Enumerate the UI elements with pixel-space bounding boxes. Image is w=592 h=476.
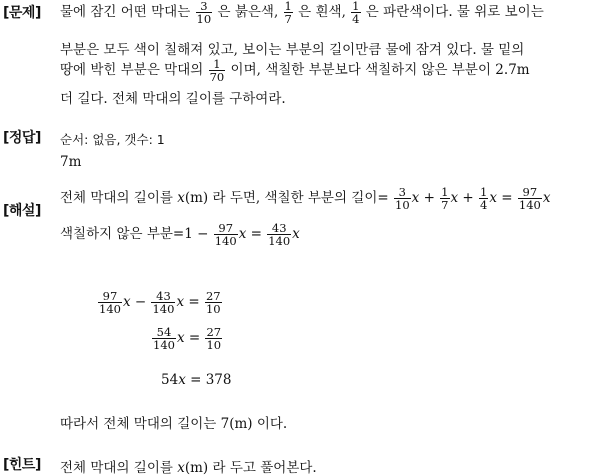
answer-line-2: 7m [60,154,82,170]
problem-line-1 [60,0,544,25]
operator: = [188,294,200,311]
fraction [214,222,238,247]
fraction [209,58,226,83]
solution-text: 라 두면, 색칠한 부분의 길이= [212,190,389,207]
fraction [98,290,122,315]
operator: = [250,226,262,243]
numerator: 3 [200,0,208,13]
denominator: 140 [99,302,121,317]
fraction [267,222,291,247]
equation-3 [161,372,232,388]
denominator: 10 [395,198,410,213]
numerator: 1 [441,185,449,199]
denominator: 4 [480,198,488,213]
numerator: 1 [213,57,221,71]
denominator: 140 [153,338,175,353]
numerator: 97 [218,221,234,235]
problem-line-3 [60,58,530,83]
problem-text: 땅에 박힌 부분은 막대의 [60,62,204,79]
solution-text: 전체 막대의 길이를 [60,190,173,207]
variable-x: x [177,460,185,476]
variable-x: x [450,190,459,207]
problem-text: 은 파란색이다. 물 위로 보이는 [365,4,544,21]
operator: + [423,190,435,207]
unit: (m) [184,190,209,207]
operator: = [501,190,513,207]
answer-line-1: 순서: 없음, 갯수: 1 [60,132,165,147]
equation-1 [97,290,223,315]
problem-text: 물에 잠긴 어떤 막대는 [60,4,191,21]
problem-line-2: 부분은 모두 색이 칠해져 있고, 보이는 부분의 길이만큼 물에 잠겨 있다. 물 밑의 [60,42,525,58]
numerator: 97 [102,289,118,303]
denominator: 140 [214,234,237,249]
denominator: 10 [206,338,222,353]
denominator: 10 [196,12,212,27]
fraction [205,326,222,351]
fraction [394,186,411,211]
variable-x: x [489,190,497,207]
constant: 378 [205,372,232,388]
denominator: 140 [152,302,175,317]
numerator: 27 [206,325,222,339]
denominator: 10 [205,302,221,317]
fraction [351,0,360,25]
hint-text-part: 라 두고 풀어본다. [212,460,317,476]
denominator: 7 [441,198,449,213]
numerator: 3 [398,185,406,199]
denominator: 7 [284,12,292,27]
variable-x: x [177,190,185,207]
solution-text: 색칠하지 않은 부분= [60,226,185,243]
numerator: 43 [271,221,287,235]
fraction [284,0,293,25]
answer-label: [정답] [3,130,41,146]
problem-text: 은 붉은색, [217,4,279,21]
variable-x: x [542,190,551,207]
hint-text [60,456,317,476]
solution-label: [해설] [3,203,41,219]
fraction [479,186,488,211]
operator: + [462,190,474,207]
variable-x: x [178,372,186,388]
numerator: 1 [352,0,360,13]
solution-conclusion: 따라서 전체 막대의 길이는 7(m) 이다. [60,416,288,432]
hint-label: [힌트] [3,457,41,473]
denominator: 140 [268,234,291,249]
variable-x: x [176,294,185,311]
numerator: 54 [156,325,172,339]
operator: = [188,330,201,347]
variable-x: x [292,226,300,243]
hint-text-part: 전체 막대의 길이를 [60,460,173,476]
numerator: 43 [156,289,171,303]
fraction [440,186,449,211]
constant: 1 − [184,226,209,243]
variable-x: x [122,294,131,311]
problem-label: [문제] [3,5,41,21]
variable-x: x [176,330,185,347]
numerator: 1 [284,0,292,13]
operator: = [190,372,202,388]
variable-x: x [238,226,247,243]
fraction [518,186,542,211]
solution-line-2 [60,222,300,247]
fraction [152,326,176,351]
denominator: 140 [518,198,541,213]
fraction [205,290,222,315]
variable-x: x [411,190,420,207]
unit: (m) [184,460,209,476]
problem-line-4: 더 길다. 전체 막대의 길이를 구하여라. [60,91,286,107]
fraction [196,0,213,25]
denominator: 4 [352,12,360,27]
numerator: 27 [205,289,221,303]
denominator: 70 [209,70,225,85]
problem-text: 은 흰색, [298,4,346,21]
operator: − [134,294,147,311]
numerator: 1 [480,185,488,199]
fraction [151,290,175,315]
solution-line-1 [60,186,550,211]
numerator: 97 [522,185,538,199]
equation-2 [151,326,223,351]
problem-text: 이며, 색칠한 부분보다 색칠하지 않은 부분이 2.7m [230,62,530,79]
constant: 54 [161,372,179,388]
